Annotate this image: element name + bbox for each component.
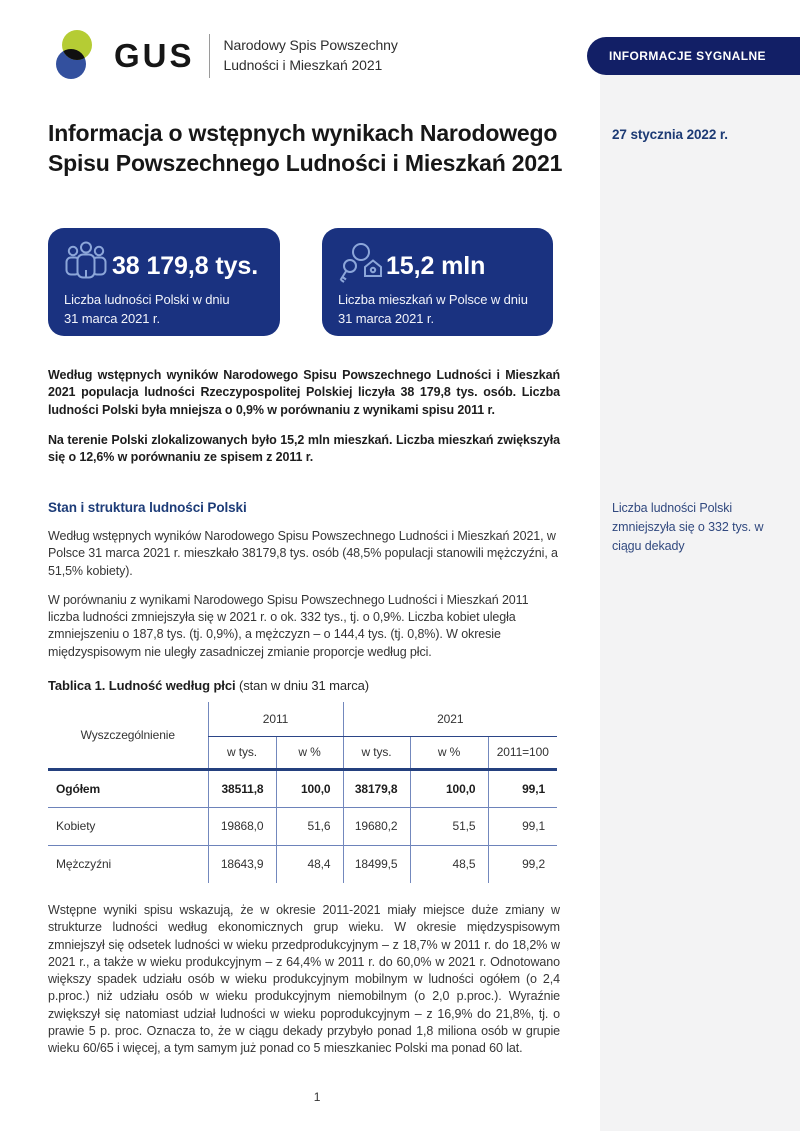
lead-paragraph-1: Według wstępnych wyników Narodowego Spisu Powszechnego Ludności i Mieszkań 2021 populacja ludności Rzeczypospolitej Polskiej liczyła 38 179,8 tys. osób. Liczba ludności Polski była mniejsza o 0,9% w porównaniu z wynikami spisu 2011 r. [48, 368, 560, 417]
population-by-sex-table [48, 702, 557, 883]
lead-paragraph-2: Na terenie Polski zlokalizowanych było 15,2 mln mieszkań. Liczba mieszkań zwiększyła się o 12,6% w porównaniu ze spisem z 2011 r. [48, 432, 560, 464]
table-title-note: (stan w dniu 31 marca) [235, 678, 370, 693]
table-header-2011: 2011 [208, 702, 343, 736]
logo-subtitle-line2: Ludności i Mieszkań 2021 [223, 57, 383, 73]
section-heading: Stan i struktura ludności Polski [48, 500, 247, 515]
signal-information-badge [587, 37, 800, 75]
cell-2011-pct: 48,4 [276, 845, 343, 883]
cell-index: 99,2 [488, 845, 557, 883]
cell-2011-pct: 51,6 [276, 807, 343, 845]
header [46, 28, 398, 84]
table-subheader-2021-pct: w % [410, 736, 488, 769]
population-label [64, 290, 229, 328]
section-paragraph-2: W porównaniu z wynikami Narodowego Spisu Powszechnego Ludności i Mieszkań 2011 liczba ludności zmniejszyła się w 2021 r. o ok. 332 tys., tj. o 0,9%. Liczba kobiet uległa zmniejszeniu o 187,8 tys. (tj. 0,9%), a mężczyzn – o 144,4 tys. (tj. 0,8%). W okresie międzyspisowym nie uległy zasadniczej zmianie proporcje według płci. [48, 592, 529, 659]
table-row-men [48, 845, 557, 883]
dwellings-label-line2: 31 marca 2021 r. [338, 311, 434, 327]
publication-date: 27 stycznia 2022 r. [612, 127, 728, 142]
table-row-total [48, 769, 557, 807]
table-header-spec: Wyszczególnienie [80, 727, 175, 742]
population-label-line1: Liczba ludności Polski w dniu [64, 292, 230, 307]
cell-2011-tys: 18643,9 [208, 845, 276, 883]
page-title: Informacja o wstępnych wynikach Narodowego Spisu Powszechnego Ludności i Mieszkań 2021 [48, 120, 563, 177]
section-population-structure [48, 500, 560, 673]
cell-2011-tys: 19868,0 [208, 807, 276, 845]
cell-2021-pct: 100,0 [410, 769, 488, 807]
logo-subtitle [224, 36, 398, 76]
table-block [48, 678, 557, 883]
table-row-women [48, 807, 557, 845]
row-label: Mężczyźni [56, 857, 112, 872]
table-title [48, 678, 557, 693]
population-value: 38 179,8 tys. [112, 252, 259, 280]
gus-logo-icon [46, 28, 106, 84]
logo-subtitle-line1: Narodowy Spis Powszechny [223, 37, 398, 54]
table-subheader-2011-pct: w % [276, 736, 343, 769]
row-label: Ogółem [56, 781, 101, 796]
people-icon [63, 240, 109, 284]
dwellings-value: 15,2 mln [386, 252, 486, 280]
cell-2021-tys: 19680,2 [343, 807, 410, 845]
table-title-bold: Tablica 1. Ludność według płci [48, 678, 236, 693]
table-subheader-2011-tys: w tys. [208, 736, 276, 769]
table-header-2021: 2021 [343, 702, 557, 736]
population-stat-card [48, 228, 280, 336]
table-subheader-index: 2011=100 [488, 736, 557, 769]
dwellings-label [338, 290, 528, 328]
cell-2021-pct: 51,5 [410, 807, 488, 845]
margin-note: Liczba ludności Polski zmniejszyła się o 332 tys. w ciągu dekady [612, 501, 764, 553]
cell-2021-pct: 48,5 [410, 845, 488, 883]
table-subheader-2021-tys: w tys. [343, 736, 410, 769]
closing-paragraph: Wstępne wyniki spisu wskazują, że w okresie 2011-2021 miały miejsce duże zmiany w strukturze ludności według ekonomicznych grup wieku. W okresie międzyspisowym zmniejszył się odsetek ludności w wieku przedprodukcyjnym – z 18,7% w 2011 r. do 18,2% w 2021 r., a także w wieku produkcyjnym – z 64,4% w 2011 r. do 60,0% w 2021 r. Odnotowano większy spadek udziału osób w wieku produkcyjnym mobilnym w ludności ogółem (o 2,4 p.proc.) niż udziału osób w wieku produkcyjnym niemobilnym (o 2,0 p.proc.). Wyraźnie zwiększył się natomiast udział ludności w wieku poprodukcyjnym – z 16,9% do 21,8%, tj. o prawie 5 p. proc. Oznacza to, że w ciągu dekady przybyło ponad 1,8 miliona osób w grupie wieku 60/65 i więcej, a tym samym już ponad co 5 mieszkaniec Polski ma ponad 60 lat. [48, 903, 560, 1055]
row-label: Kobiety [56, 819, 96, 833]
cell-2021-tys: 18499,5 [343, 845, 410, 883]
page-number: 1 [313, 1090, 321, 1104]
cell-index: 99,1 [488, 807, 557, 845]
population-label-line2: 31 marca 2021 r. [64, 311, 160, 327]
logo-divider [209, 34, 210, 78]
cell-2021-tys: 38179,8 [343, 769, 410, 807]
lead-paragraphs [48, 367, 560, 479]
logo-text: GUS [114, 37, 195, 74]
cell-index: 99,1 [488, 769, 557, 807]
right-sidebar [600, 37, 800, 1131]
badge-label: INFORMACJE SYGNALNE [609, 49, 766, 63]
dwellings-label-line1: Liczba mieszkań w Polsce w dniu [338, 292, 528, 307]
dwellings-stat-card [322, 228, 553, 336]
closing-paragraph-block [48, 902, 560, 1057]
cell-2011-tys: 38511,8 [208, 769, 276, 807]
keys-icon [337, 240, 385, 288]
cell-2011-pct: 100,0 [276, 769, 343, 807]
section-paragraph-1: Według wstępnych wyników Narodowego Spisu Powszechnego Ludności i Mieszkań 2021, w Polsce 31 marca 2021 r. mieszkało 38179,8 tys. osób (48,5% populacji stanowili mężczyźni, a 51,5% kobiety). [48, 529, 558, 578]
